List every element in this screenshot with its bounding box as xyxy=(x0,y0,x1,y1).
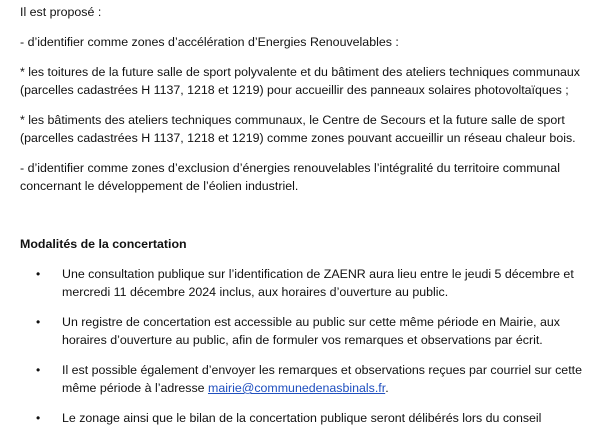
list-item xyxy=(20,361,592,397)
intro-text: Il est proposé : xyxy=(20,5,102,19)
document-page xyxy=(20,3,592,439)
email-link[interactable]: mairie@communedenasbinals.fr xyxy=(208,381,386,395)
bullet-text-email-after: . xyxy=(385,381,389,395)
concertation-bullet-list xyxy=(20,265,592,427)
list-item xyxy=(20,313,592,349)
list-item xyxy=(20,409,592,427)
bullet-text-zonage: Le zonage ainsi que le bilan de la concertation publique seront délibérés lors du conseil xyxy=(62,411,542,425)
section-title-concertation: Modalités de la concertation xyxy=(20,237,187,251)
bullet-icon: • xyxy=(36,411,41,425)
bullet-text-registre: Un registre de concertation est accessible au public sur cette même période en Mairie, aux horaires d’ouverture au public, afin de formuler vos remarques et observations par écrit. xyxy=(62,315,560,347)
bullet-icon: • xyxy=(36,363,41,377)
bullet-icon: • xyxy=(36,267,41,281)
bullet-text-consultation: Une consultation publique sur l’identification de ZAENR aura lieu entre le jeudi 5 décembre et mercredi 11 décembre 2024 inclus, aux horaires d’ouverture au public. xyxy=(62,267,574,299)
acceleration-item-heat-network: * les bâtiments des ateliers techniques communaux, le Centre de Secours et la future salle de sport (parcelles cadastrées H 1137, 1218 et 1219) comme zones pouvant accueillir un réseau chaleur bois. xyxy=(20,113,576,145)
exclusion-text: - d’identifier comme zones d’exclusion d’énergies renouvelables l’intégralité du territoire communal concernant le développement de l’éolien industriel. xyxy=(20,161,560,193)
acceleration-lead: - d’identifier comme zones d’accélération d’Energies Renouvelables : xyxy=(20,35,399,49)
acceleration-item-solar: * les toitures de la future salle de sport polyvalente et du bâtiment des ateliers techniques communaux (parcelles cadastrées H 1137, 1218 et 1219) pour accueillir des panneaux solaires photovoltaïques ; xyxy=(20,65,580,97)
bullet-icon: • xyxy=(36,315,41,329)
bullet-text-email-before: Il est possible également d’envoyer les remarques et observations reçues par courriel sur cette même période à l’adresse xyxy=(62,363,582,395)
list-item xyxy=(20,265,592,301)
